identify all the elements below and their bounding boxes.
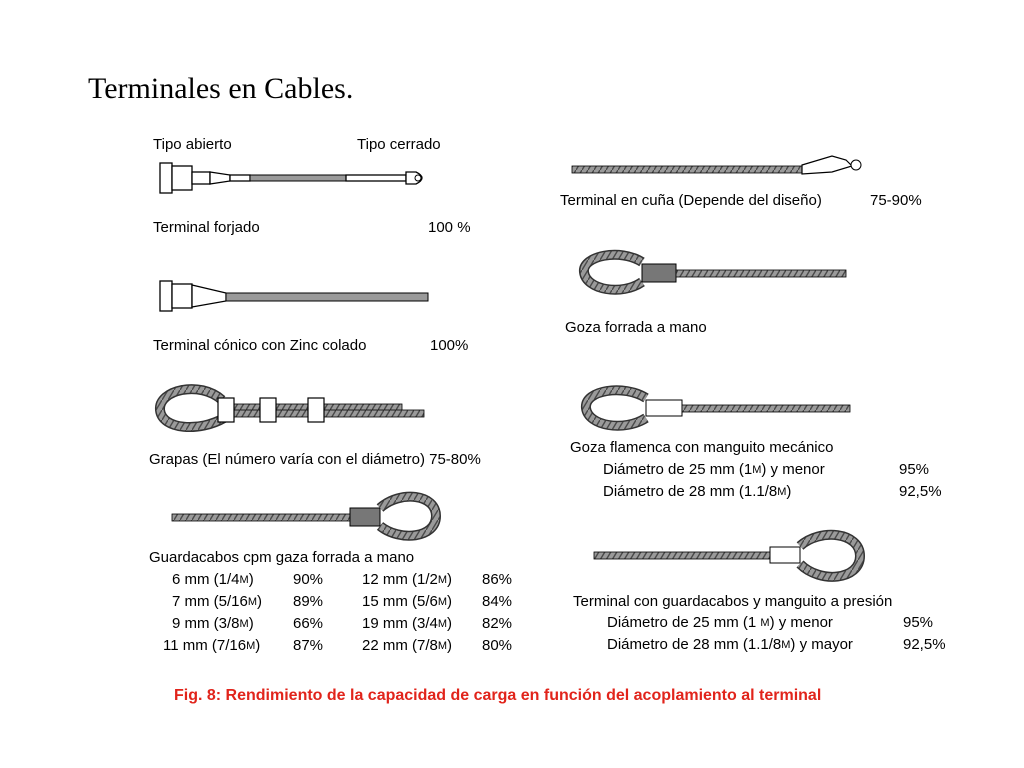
table-cell: 22 mm $(7/8^M)$ bbox=[362, 637, 453, 654]
closed-type-label: Tipo cerrado bbox=[357, 136, 441, 153]
flemish-row-1-value: 95% bbox=[899, 461, 930, 478]
conical-terminal-drawing bbox=[160, 281, 428, 311]
thimble-splice-drawing bbox=[172, 497, 436, 536]
flemish-row-1: Diámetro de 25 mm $(1^M)$ y menor bbox=[603, 461, 825, 478]
clips-label: Grapas (El número varía con el diámetro) 75-80% bbox=[149, 451, 481, 468]
flemish-row-2-value: 92,5% bbox=[899, 483, 942, 500]
hand-served-eye-drawing bbox=[584, 255, 846, 290]
table-cell: 80% bbox=[482, 637, 513, 654]
table-cell: 66% bbox=[293, 615, 324, 632]
forged-terminal-drawing bbox=[160, 163, 422, 193]
pressed-row-2-value: 92,5% bbox=[903, 636, 946, 653]
table-cell: 7 mm $(5/16^M)$ bbox=[172, 593, 263, 610]
table-cell: 84% bbox=[482, 593, 513, 610]
conical-terminal-label: Terminal cónico con Zinc colado bbox=[153, 337, 367, 354]
table-cell: 82% bbox=[482, 615, 513, 632]
table-cell: 12 mm $(1/2^M)$ bbox=[362, 571, 453, 588]
forged-terminal-label: Terminal forjado bbox=[153, 219, 260, 236]
hand-served-eye-label: Goza forrada a mano bbox=[565, 319, 707, 336]
table-cell: 89% bbox=[293, 593, 324, 610]
thimble-splice-label: Guardacabos cpm gaza forrada a mano bbox=[149, 549, 415, 566]
wedge-terminal-value: 75-90% bbox=[870, 192, 922, 209]
wedge-terminal-label: Terminal en cuña (Depende del diseño) bbox=[560, 192, 822, 209]
table-cell: 15 mm $(5/6^M)$ bbox=[362, 593, 453, 610]
pressed-row-1: Diámetro de 25 mm (1 $^M$) y menor bbox=[607, 614, 833, 631]
pressed-row-2: Diámetro de 28 mm $(1.1/8^M)$ y mayor bbox=[607, 636, 853, 653]
forged-terminal-value: 100 % bbox=[428, 219, 471, 236]
figure-caption: Fig. 8: Rendimiento de la capacidad de carga en función del acoplamiento al terminal bbox=[174, 687, 822, 704]
pressed-sleeve-label: Terminal con guardacabos y manguito a presión bbox=[573, 593, 893, 610]
table-cell: 86% bbox=[482, 571, 513, 588]
table-cell: 87% bbox=[293, 637, 324, 654]
flemish-row-2: Diámetro de 28 mm $(1.1/8^M)$ bbox=[603, 483, 792, 500]
pressed-row-1-value: 95% bbox=[903, 614, 934, 631]
table-cell: 90% bbox=[293, 571, 324, 588]
flemish-eye-label: Goza flamenca con manguito mecánico bbox=[570, 439, 834, 456]
table-cell: 19 mm $(3/4^M)$ bbox=[362, 615, 453, 632]
conical-terminal-value: 100% bbox=[430, 337, 469, 354]
table-cell: 6 mm $(1/4^M)$ bbox=[172, 571, 254, 588]
clips-drawing bbox=[160, 389, 424, 427]
pressed-sleeve-drawing bbox=[594, 535, 860, 577]
wedge-terminal-drawing bbox=[572, 156, 861, 174]
table-cell: 9 mm $(3/8^M)$ bbox=[172, 615, 254, 632]
flemish-eye-drawing bbox=[586, 390, 850, 425]
table-cell: 11 mm $(7/16^M)$ bbox=[163, 637, 261, 654]
slide-title: Terminales en Cables. bbox=[88, 72, 354, 105]
open-type-label: Tipo abierto bbox=[153, 136, 232, 153]
